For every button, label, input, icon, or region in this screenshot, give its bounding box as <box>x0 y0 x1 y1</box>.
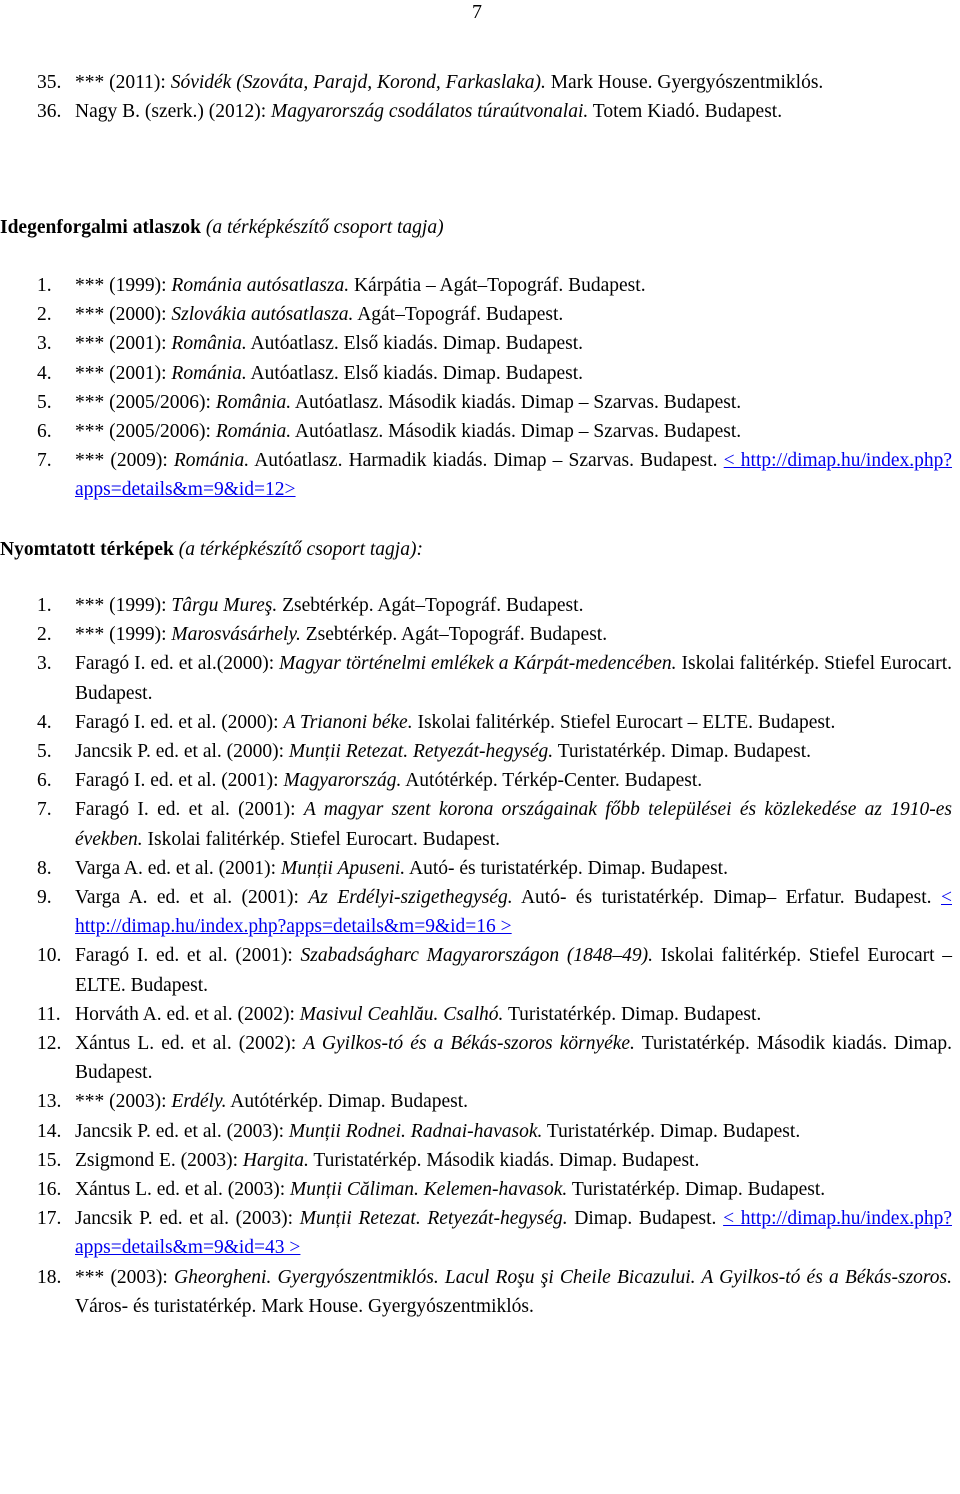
item-publisher: Iskolai falitérkép. Stiefel Eurocart. Budapest. <box>75 653 952 704</box>
item-number: 2. <box>37 624 52 646</box>
item-number: 3. <box>37 653 52 675</box>
item-title: Sóvidék (Szováta, Parajd, Korond, Farkaslaka). <box>170 72 546 93</box>
item-publisher: Turistatérkép. Dimap. Budapest. <box>553 741 811 763</box>
item-publisher: Autó- és turistatérkép. Dimap– Erfatur. Budapest. <box>512 887 941 909</box>
item-publisher: Autóatlasz. Első kiadás. Dimap. Budapest. <box>246 362 584 384</box>
item-title: Magyarország. <box>283 770 402 792</box>
item-publisher: Mark House. Gyergyószentmiklós. <box>545 72 824 93</box>
item-title: Munții Retezat. Retyezát-hegység. <box>288 741 554 763</box>
item-number: 12. <box>37 1033 62 1055</box>
reference-item <box>0 97 952 126</box>
item-publisher: Dimap. Budapest. <box>567 1208 724 1230</box>
item-title: Munții Rodnei. Radnai-havasok. <box>288 1120 543 1142</box>
item-title: Magyar történelmi emlékek a Kárpát-medencében. <box>279 653 677 675</box>
item-number: 35. <box>37 72 62 93</box>
item-title: România. <box>171 333 247 355</box>
section-heading-printed-maps <box>0 535 423 564</box>
item-publisher: Autóatlasz. Második kiadás. Dimap – Szarvas. Budapest. <box>291 391 742 413</box>
item-authors: *** (2001): <box>75 362 172 384</box>
item-authors: *** (1999): <box>75 624 172 646</box>
item-publisher: Totem Kiadó. Budapest. <box>588 101 783 123</box>
item-number: 4. <box>37 362 52 384</box>
reference-item <box>0 737 952 766</box>
reference-item <box>0 620 952 649</box>
reference-item <box>0 388 952 417</box>
item-number: 13. <box>37 1091 62 1113</box>
item-publisher: Autóatlasz. Második kiadás. Dimap – Szarvas. Budapest. <box>291 421 742 443</box>
item-number: 7. <box>37 799 52 821</box>
item-publisher: Autó- és turistatérkép. Dimap. Budapest. <box>405 857 728 879</box>
item-number: 15. <box>37 1149 62 1171</box>
item-publisher: Autótérkép. Dimap. Budapest. <box>226 1091 469 1113</box>
item-authors: Zsigmond E. (2003): <box>75 1149 243 1171</box>
item-number: 8. <box>37 857 52 879</box>
item-number: 14. <box>37 1120 62 1142</box>
heading-bold-text: Idegenforgalmi atlaszok <box>0 217 201 238</box>
item-publisher: Turistatérkép. Második kiadás. Dimap. Budapest. <box>75 1033 952 1084</box>
item-link[interactable]: < http://dimap.hu/index.php?apps=details&m=9&id=16 > <box>75 887 952 938</box>
reference-item <box>0 1087 952 1116</box>
item-number: 5. <box>37 741 52 763</box>
item-title: A magyar szent korona országainak főbb települései és közlekedése az 1910-es években. <box>75 799 952 850</box>
reference-item <box>0 1000 952 1029</box>
item-authors: Horváth A. ed. et al. (2002): <box>75 1003 300 1025</box>
item-title: Târgu Mureş. <box>171 595 278 616</box>
item-title: Marosvásárhely. <box>171 624 301 646</box>
item-authors: *** (2001): <box>75 333 172 355</box>
reference-item <box>0 649 952 707</box>
reference-item <box>0 300 952 329</box>
item-authors: *** (2005/2006): <box>75 391 216 413</box>
item-authors: Faragó I. ed. et al. (2000): <box>75 711 284 733</box>
item-authors: Faragó I. ed. et al.(2000): <box>75 653 280 675</box>
item-number: 5. <box>37 391 52 413</box>
reference-item <box>0 446 952 504</box>
item-number: 36. <box>37 101 62 123</box>
item-title: Szabadságharc Magyarországon (1848–49). <box>300 945 654 967</box>
reference-item <box>0 329 952 358</box>
item-title: Munții Retezat. Retyezát-hegység. <box>299 1208 568 1230</box>
item-number: 3. <box>37 333 52 355</box>
reference-item <box>0 271 952 300</box>
item-number: 16. <box>37 1179 62 1201</box>
item-authors: *** (2000): <box>75 304 172 326</box>
item-publisher: Turistatérkép. Dimap. Budapest. <box>503 1003 762 1025</box>
reference-item <box>0 1146 952 1175</box>
item-title: A Gyilkos-tó és a Békás-szoros környéke. <box>303 1033 635 1055</box>
reference-item <box>0 883 952 941</box>
item-title: Hargita. <box>242 1149 309 1171</box>
item-authors: Xántus L. ed. et al. (2003): <box>75 1179 290 1201</box>
item-publisher: Zsebtérkép. Agát–Topográf. Budapest. <box>277 595 584 616</box>
item-authors: Faragó I. ed. et al. (2001): <box>75 945 301 967</box>
item-title: Szlovákia autósatlasza. <box>171 304 354 326</box>
item-number: 11. <box>37 1003 61 1025</box>
reference-item <box>0 854 952 883</box>
reference-item <box>0 795 952 853</box>
item-title: Románia. <box>215 421 292 443</box>
item-authors: *** (1999): <box>75 595 172 616</box>
item-publisher: Turistatérkép. Dimap. Budapest. <box>542 1120 801 1142</box>
item-link[interactable]: < http://dimap.hu/index.php?apps=details&m=9&id=12> <box>75 450 953 501</box>
item-title: Románia. <box>171 362 247 384</box>
heading-italic-text: (a térképkészítő csoport tagja) <box>200 217 444 238</box>
item-authors: Jancsik P. ed. et al. (2003): <box>75 1120 289 1142</box>
item-title: Munții Căliman. Kelemen-havasok. <box>290 1179 568 1201</box>
item-title: Románia. <box>173 450 250 472</box>
item-number: 6. <box>37 770 52 792</box>
item-publisher: Autóatlasz. Első kiadás. Dimap. Budapest. <box>246 333 584 355</box>
item-publisher: Város- és turistatérkép. Mark House. Gyergyószentmiklós. <box>75 1295 534 1317</box>
item-title: Erdély. <box>171 1091 227 1113</box>
reference-item <box>0 708 952 737</box>
item-publisher: Iskolai falitérkép. Stiefel Eurocart. Budapest. <box>142 828 501 850</box>
item-number: 10. <box>37 945 62 967</box>
item-authors: Jancsik P. ed. et al. (2003): <box>75 1208 300 1230</box>
item-authors: Xántus L. ed. et al. (2002): <box>75 1033 304 1055</box>
reference-item <box>0 766 952 795</box>
item-authors: *** (2009): <box>75 450 174 472</box>
item-authors: *** (2011): <box>75 72 171 93</box>
item-number: 2. <box>37 304 52 326</box>
item-title: Magyarország csodálatos túraútvonalai. <box>271 101 589 123</box>
item-publisher: Zsebtérkép. Agát–Topográf. Budapest. <box>300 624 608 646</box>
item-authors: Varga A. ed. et al. (2001): <box>75 887 309 909</box>
item-number: 17. <box>37 1208 62 1230</box>
reference-item <box>0 359 952 388</box>
item-number: 9. <box>37 887 52 909</box>
item-authors: Faragó I. ed. et al. (2001): <box>75 770 284 792</box>
reference-item <box>0 591 952 620</box>
item-number: 4. <box>37 711 52 733</box>
reference-item <box>0 1175 952 1204</box>
item-title: Gheorgheni. Gyergyószentmiklós. Lacul Roşu şi Cheile Bicazului. A Gyilkos-tó és a Békás-szoros. <box>174 1266 952 1288</box>
item-authors: *** (2003): <box>75 1091 172 1113</box>
reference-item <box>0 1029 952 1087</box>
item-title: A Trianoni béke. <box>283 711 413 733</box>
item-number: 7. <box>37 450 52 472</box>
item-number: 1. <box>37 595 52 616</box>
item-publisher: Autótérkép. Térkép-Center. Budapest. <box>401 770 703 792</box>
item-authors: Varga A. ed. et al. (2001): <box>75 857 281 879</box>
item-title: Masivul Ceahlău. Csalhó. <box>299 1003 504 1025</box>
item-link[interactable]: < http://dimap.hu/index.php?apps=details&m=9&id=43 > <box>75 1208 952 1259</box>
item-title: Az Erdélyi-szigethegység. <box>308 887 513 909</box>
item-publisher: Iskolai falitérkép. Stiefel Eurocart – ELTE. Budapest. <box>412 711 836 733</box>
heading-bold-text: Nyomtatott térképek <box>0 539 174 560</box>
item-publisher: Turistatérkép. Dimap. Budapest. <box>567 1179 826 1201</box>
item-number: 18. <box>37 1266 62 1288</box>
item-title: Románia autósatlasza. <box>171 275 350 296</box>
item-title: Munții Apuseni. <box>280 857 406 879</box>
item-title: România. <box>215 391 292 413</box>
item-authors: *** (1999): <box>75 275 172 296</box>
map-reference-list <box>0 591 952 1321</box>
item-publisher: Iskolai falitérkép. Stiefel Eurocart – ELTE. Budapest. <box>75 945 952 996</box>
item-authors: *** (2005/2006): <box>75 421 216 443</box>
reference-item <box>0 1117 952 1146</box>
item-number: 6. <box>37 421 52 443</box>
top-reference-list <box>0 68 952 126</box>
item-publisher: Autóatlasz. Harmadik kiadás. Dimap – Szarvas. Budapest. <box>249 450 724 472</box>
item-authors: Jancsik P. ed. et al. (2000): <box>75 741 289 763</box>
item-authors: Faragó I. ed. et al. (2001): <box>75 799 304 821</box>
reference-item <box>0 1204 952 1262</box>
page-number: 7 <box>472 1 482 23</box>
item-publisher: Agát–Topográf. Budapest. <box>353 304 564 326</box>
item-publisher: Kárpátia – Agát–Topográf. Budapest. <box>349 275 646 296</box>
item-publisher: Turistatérkép. Második kiadás. Dimap. Budapest. <box>308 1149 700 1171</box>
item-number: 1. <box>37 275 52 296</box>
reference-item <box>0 417 952 446</box>
item-authors: Nagy B. (szerk.) (2012): <box>75 101 272 123</box>
reference-item <box>0 941 952 999</box>
atlas-reference-list <box>0 271 952 505</box>
section-heading-atlases <box>0 213 444 242</box>
reference-item <box>0 68 952 97</box>
heading-italic-text: (a térképkészítő csoport tagja): <box>173 539 423 560</box>
reference-item <box>0 1263 952 1321</box>
item-authors: *** (2003): <box>75 1266 175 1288</box>
